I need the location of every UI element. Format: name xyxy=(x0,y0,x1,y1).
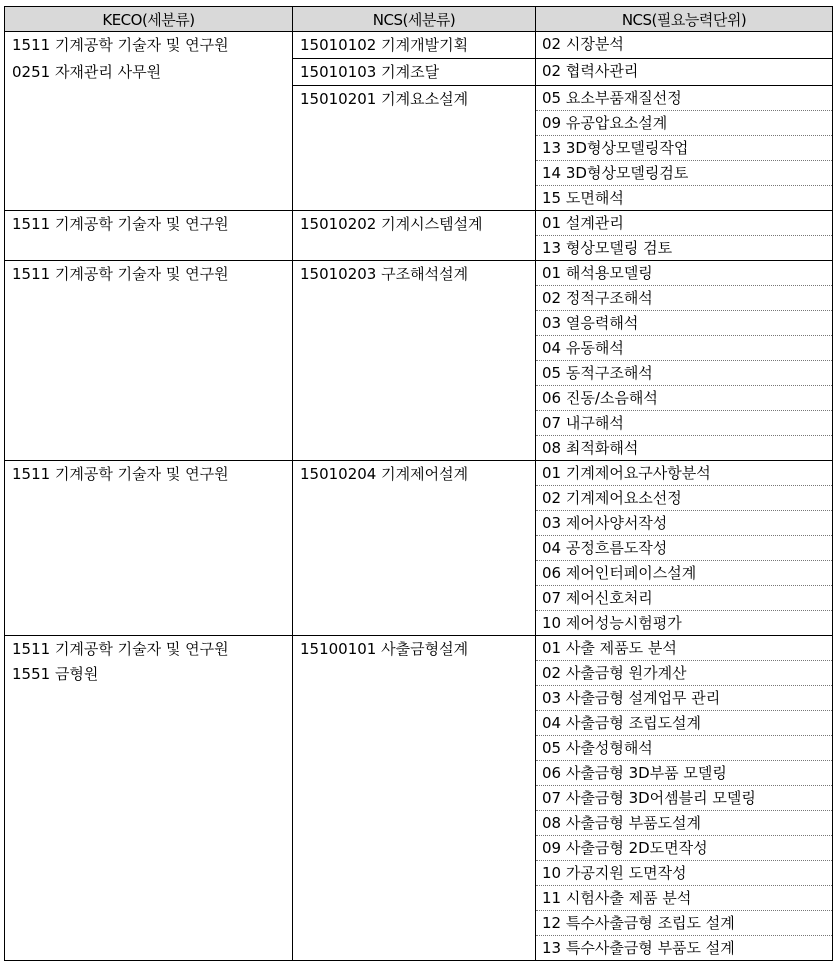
table-row xyxy=(5,261,833,461)
unit-item: 10 가공지원 도면작성 xyxy=(536,861,832,886)
unit-list xyxy=(536,461,832,635)
ncs-code: 15010201 기계요소설계 xyxy=(300,90,469,108)
ncs-code: 15100101 사출금형설계 xyxy=(300,640,469,658)
unit-item: 05 사출성형해석 xyxy=(536,736,832,761)
table-row xyxy=(5,32,833,59)
keco-code: 1551 금형원 xyxy=(12,665,99,683)
ncs-text xyxy=(293,59,535,85)
ncs-cell xyxy=(293,59,536,86)
unit-item: 01 해석용모델링 xyxy=(536,261,832,286)
keco-cell xyxy=(5,461,293,636)
unit-item: 02 기계제어요소선정 xyxy=(536,486,832,511)
unit-item: 06 진동/소음해석 xyxy=(536,386,832,411)
unit-item: 07 제어신호처리 xyxy=(536,586,832,611)
keco-text xyxy=(5,211,292,237)
unit-item: 04 유동해석 xyxy=(536,336,832,361)
header-ncs: NCS(세분류) xyxy=(293,7,536,32)
keco-text xyxy=(5,261,292,287)
unit-list xyxy=(536,32,832,56)
ncs-code: 15010204 기계제어설계 xyxy=(300,465,469,483)
ncs-text xyxy=(293,261,535,287)
keco-code: 1511 기계공학 기술자 및 연구원 xyxy=(12,215,229,233)
keco-text xyxy=(5,86,292,87)
unit-item: 11 시험사출 제품 분석 xyxy=(536,886,832,911)
ncs-code: 15010203 구조해석설계 xyxy=(300,265,469,283)
table-body xyxy=(5,32,833,961)
keco-text xyxy=(5,59,292,85)
keco-cell xyxy=(5,32,293,59)
unit-list xyxy=(536,211,832,260)
keco-text xyxy=(5,461,292,487)
keco-text xyxy=(5,32,292,58)
keco-cell xyxy=(5,211,293,261)
ncs-text xyxy=(293,86,535,112)
ncs-cell xyxy=(293,636,536,961)
ncs-text xyxy=(293,461,535,487)
unit-list xyxy=(536,59,832,83)
unit-list xyxy=(536,86,832,210)
keco-text xyxy=(5,636,292,687)
header-keco: KECO(세분류) xyxy=(5,7,293,32)
unit-item: 07 내구해석 xyxy=(536,411,832,436)
units-cell xyxy=(536,211,833,261)
ncs-cell xyxy=(293,86,536,211)
table-row xyxy=(5,59,833,86)
unit-list xyxy=(536,636,832,960)
unit-item: 08 사출금형 부품도설계 xyxy=(536,811,832,836)
unit-item: 15 도면해석 xyxy=(542,189,624,207)
unit-item: 07 사출금형 3D어셈블리 모델링 xyxy=(536,786,832,811)
keco-code: 1511 기계공학 기술자 및 연구원 xyxy=(12,265,229,283)
table-row xyxy=(5,461,833,636)
unit-item: 02 협력사관리 xyxy=(542,62,639,80)
keco-cell xyxy=(5,261,293,461)
units-cell xyxy=(536,261,833,461)
unit-item: 03 사출금형 설계업무 관리 xyxy=(536,686,832,711)
ncs-cell xyxy=(293,461,536,636)
unit-item: 14 3D형상모델링검토 xyxy=(536,161,832,186)
ncs-mapping-table xyxy=(4,6,833,961)
unit-item: 08 최적화해석 xyxy=(542,439,639,457)
keco-code: 1511 기계공학 기술자 및 연구원 xyxy=(12,36,229,54)
unit-item: 04 사출금형 조립도설계 xyxy=(536,711,832,736)
unit-item: 09 사출금형 2D도면작성 xyxy=(536,836,832,861)
keco-code: 1511 기계공학 기술자 및 연구원 xyxy=(12,640,229,658)
units-cell xyxy=(536,461,833,636)
ncs-code: 15010103 기계조달 xyxy=(300,63,440,81)
unit-item: 06 제어인터페이스설계 xyxy=(536,561,832,586)
keco-cell xyxy=(5,86,293,211)
table-row xyxy=(5,86,833,211)
unit-item: 03 열응력해석 xyxy=(536,311,832,336)
keco-cell xyxy=(5,636,293,961)
unit-item: 04 공정흐름도작성 xyxy=(536,536,832,561)
unit-item: 01 설계관리 xyxy=(536,211,832,236)
unit-item: 06 사출금형 3D부품 모델링 xyxy=(536,761,832,786)
unit-item: 13 3D형상모델링작업 xyxy=(536,136,832,161)
keco-cell xyxy=(5,59,293,86)
unit-item: 12 특수사출금형 조립도 설계 xyxy=(536,911,832,936)
unit-item: 01 기계제어요구사항분석 xyxy=(536,461,832,486)
ncs-text xyxy=(293,211,535,237)
units-cell xyxy=(536,32,833,59)
unit-item: 02 사출금형 원가계산 xyxy=(536,661,832,686)
ncs-cell xyxy=(293,261,536,461)
header-ncs-units: NCS(필요능력단위) xyxy=(536,7,833,32)
ncs-text xyxy=(293,636,535,662)
unit-item: 13 특수사출금형 부품도 설계 xyxy=(542,939,735,957)
unit-item: 05 요소부품재질선정 xyxy=(536,86,832,111)
header-row xyxy=(5,7,833,32)
ncs-code: 15010102 기계개발기획 xyxy=(300,36,469,54)
ncs-text xyxy=(293,32,535,58)
unit-item: 05 동적구조해석 xyxy=(536,361,832,386)
keco-code: 1511 기계공학 기술자 및 연구원 xyxy=(12,465,229,483)
table-row xyxy=(5,211,833,261)
ncs-cell xyxy=(293,32,536,59)
unit-item: 13 형상모델링 검토 xyxy=(542,239,673,257)
table-row xyxy=(5,636,833,961)
ncs-code: 15010202 기계시스템설계 xyxy=(300,215,483,233)
units-cell xyxy=(536,59,833,86)
units-cell xyxy=(536,86,833,211)
unit-item: 10 제어성능시험평가 xyxy=(542,614,682,632)
unit-item: 09 유공압요소설계 xyxy=(536,111,832,136)
units-cell xyxy=(536,636,833,961)
unit-item: 01 사출 제품도 분석 xyxy=(536,636,832,661)
ncs-cell xyxy=(293,211,536,261)
unit-item: 02 시장분석 xyxy=(542,35,624,53)
keco-code: 0251 자재관리 사무원 xyxy=(12,62,162,81)
unit-item: 03 제어사양서작성 xyxy=(536,511,832,536)
unit-list xyxy=(536,261,832,460)
unit-item: 02 정적구조해석 xyxy=(536,286,832,311)
